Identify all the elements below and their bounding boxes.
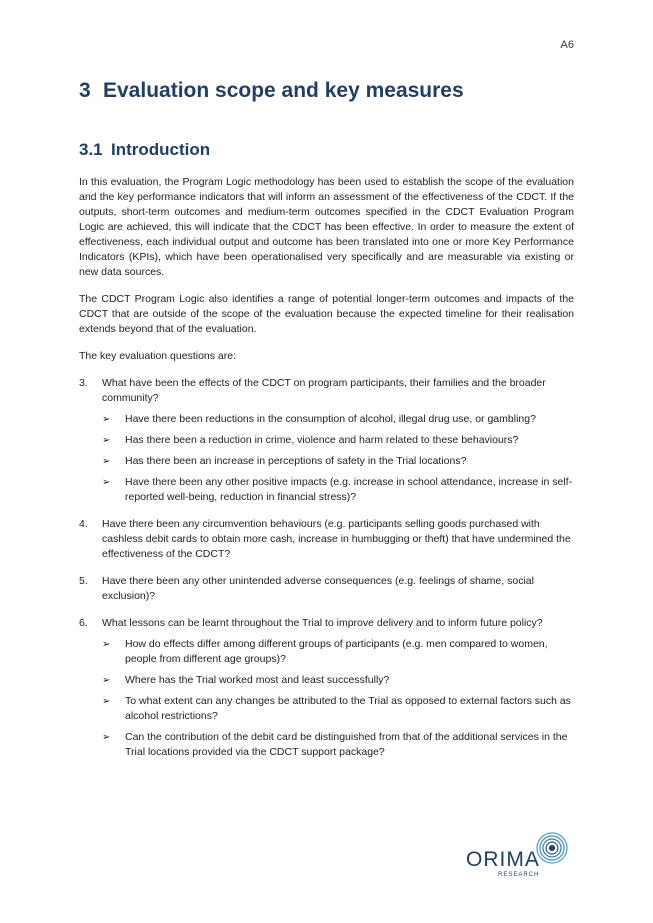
sub-question-text: Can the contribution of the debit card be distinguished from that of the additional services in the Trial locations provided via the CDCT support package?: [125, 731, 568, 758]
sub-question-text: Has there been a reduction in crime, violence and harm related to these behaviours?: [125, 434, 519, 446]
question-item: [79, 616, 574, 631]
question-number: 4.: [79, 518, 88, 530]
question-number: 5.: [79, 575, 88, 587]
arrow-bullet-icon: ➢: [102, 414, 111, 425]
sub-question-item: [102, 694, 574, 724]
arrow-bullet-icon: ➢: [102, 639, 111, 650]
question-text: Have there been any circumvention behaviours (e.g. participants selling goods purchased with cashless debit cards to obtain more cash, increase in humbugging or theft) that have undermined the effectiveness of the CDCT?: [102, 518, 571, 560]
question-number: 6.: [79, 617, 88, 629]
sub-question-text: To what extent can any changes be attributed to the Trial as opposed to external factors such as alcohol restrictions?: [125, 695, 571, 722]
arrow-bullet-icon: ➢: [102, 456, 111, 467]
question-text: What have been the effects of the CDCT on program participants, their families and the broader community?: [102, 377, 546, 404]
sub-question-item: [102, 730, 574, 760]
arrow-bullet-icon: ➢: [102, 696, 111, 707]
subsection-number: 3.1: [79, 140, 103, 159]
sub-question-list: [102, 412, 574, 505]
question-item: [79, 574, 574, 604]
sub-question-item: [102, 475, 574, 505]
arrow-bullet-icon: ➢: [102, 675, 111, 686]
section-title: Evaluation scope and key measures: [103, 79, 464, 102]
sub-question-list: [102, 637, 574, 760]
question-item: [79, 517, 574, 562]
sub-question-item: [102, 412, 574, 427]
sub-question-item: [102, 433, 574, 448]
arrow-bullet-icon: ➢: [102, 477, 111, 488]
section-number: 3: [79, 79, 91, 102]
arrow-bullet-icon: ➢: [102, 435, 111, 446]
paragraph: The CDCT Program Logic also identifies a range of potential longer-term outcomes and impacts of the CDCT that are outside of the scope of the evaluation because the expected timeline for their realisation extends beyond that of the evaluation.: [79, 293, 574, 335]
sub-question-text: How do effects differ among different groups of participants (e.g. men compared to women, people from different age groups)?: [125, 638, 548, 665]
concentric-circles-icon: [536, 832, 568, 864]
orima-logo: [466, 832, 576, 882]
logo-subtitle: RESEARCH: [498, 872, 540, 878]
sub-question-text: Have there been any other positive impacts (e.g. increase in school attendance, increase in self-reported well-being, reduction in financial stress)?: [125, 476, 573, 503]
sub-question-item: [102, 637, 574, 667]
body-content: [79, 175, 574, 772]
sub-question-text: Where has the Trial worked most and least successfully?: [125, 674, 390, 686]
section-heading: [79, 79, 464, 103]
paragraph: In this evaluation, the Program Logic methodology has been used to establish the scope of the evaluation and the key performance indicators that will inform an assessment of the effectiveness of the CDCT. If the outputs, short-term outcomes and medium-term outcomes specified in the CDCT Evaluation Program Logic are achieved, this will indicate that the CDCT has been effective. In order to measure the extent of effectiveness, each individual output and outcome has been translated into one or more Key Performance Indicators (KPIs), which have been operationalised very specifically and are measurable via existing or new data sources.: [79, 176, 574, 278]
sub-question-item: [102, 454, 574, 469]
question-text: What lessons can be learnt throughout the Trial to improve delivery and to inform future policy?: [102, 617, 543, 629]
sub-question-text: Have there been reductions in the consumption of alcohol, illegal drug use, or gambling?: [125, 413, 536, 425]
logo-wordmark: ORIMA: [466, 848, 540, 871]
sub-question-text: Has there been an increase in perceptions of safety in the Trial locations?: [125, 455, 467, 467]
paragraph: The key evaluation questions are:: [79, 350, 237, 362]
question-item: [79, 376, 574, 406]
page-number: A6: [560, 39, 574, 51]
subsection-heading: [79, 140, 210, 160]
sub-question-item: [102, 673, 574, 688]
question-text: Have there been any other unintended adverse consequences (e.g. feelings of shame, social exclusion)?: [102, 575, 534, 602]
subsection-title: Introduction: [111, 140, 211, 159]
arrow-bullet-icon: ➢: [102, 732, 111, 743]
question-number: 3.: [79, 377, 88, 389]
